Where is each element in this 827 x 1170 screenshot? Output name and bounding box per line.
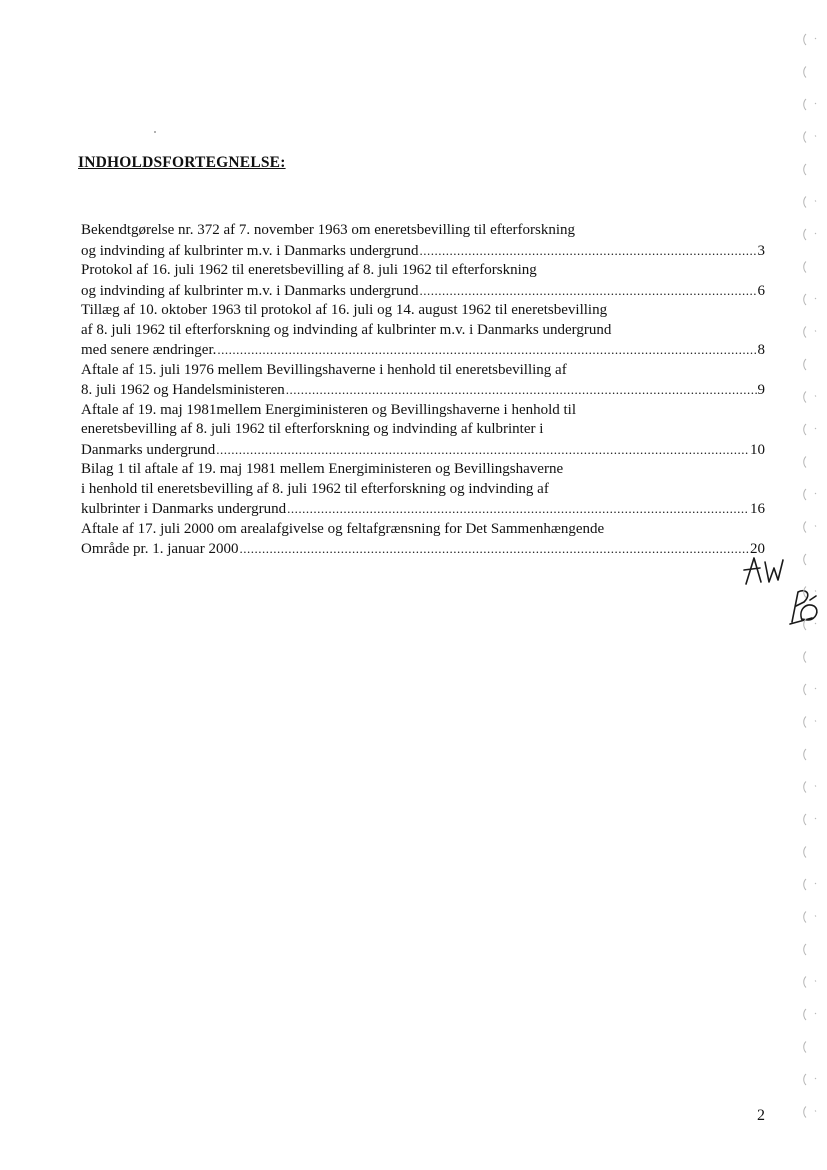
margin-mark [804,1107,806,1118]
margin-mark [804,684,806,695]
margin-speck [815,623,816,624]
toc-entry-text: i henhold til eneretsbevilling af 8. juli 1962 til efterforskning og indvinding af [81,480,549,497]
margin-mark [804,619,806,630]
margin-mark [804,229,806,240]
page-number: 2 [757,1107,765,1124]
margin-speck [815,883,816,884]
toc-entry-text: eneretsbevilling af 8. juli 1962 til efterforskning og indvinding af kulbrinter i [81,421,544,437]
scan-speck [154,131,156,133]
margin-speck [815,298,816,299]
margin-speck [815,331,816,332]
toc-page-number: 20 [750,541,765,557]
margin-mark [804,814,806,825]
margin-speck [815,1111,816,1112]
margin-speck [815,786,816,787]
margin-speck [815,721,816,722]
margin-mark [804,294,806,305]
margin-speck [815,428,816,429]
margin-speck [815,1078,816,1079]
toc-entry-text: 8. juli 1962 og Handelsministeren [81,382,285,398]
toc-entry[interactable] [81,520,765,560]
margin-speck [815,136,816,137]
margin-mark [804,1042,806,1053]
dot-leader [419,241,756,261]
dot-leader [216,440,749,460]
margin-mark [804,717,806,728]
margin-mark [804,262,806,273]
margin-mark [804,424,806,435]
toc-page-number: 6 [757,282,765,299]
toc-entry-text: med senere ændringer. [81,342,217,358]
margin-mark [804,67,806,78]
toc-entry-text: Tillæg af 10. oktober 1963 til protokol af 16. juli og 14. august 1962 til eneretsbevilling [81,302,608,318]
dot-leader [217,340,756,360]
margin-mark [804,749,806,760]
margin-mark [804,1074,806,1085]
margin-mark [804,197,806,208]
toc-entry[interactable] [81,261,765,301]
margin-speck [815,103,816,104]
margin-speck [815,981,816,982]
dot-leader [419,281,756,301]
toc-entry-text: Aftale af 17. juli 2000 om arealafgivelse og feltafgrænsning for Det Sammenhængende [81,520,605,537]
toc-entry[interactable] [81,460,765,520]
toc-entry-text: Område pr. 1. januar 2000 [81,541,239,557]
toc-entry-text: og indvinding af kulbrinter m.v. i Danmarks undergrund [81,242,419,259]
toc-entry-text: af 8. juli 1962 til efterforskning og indvinding af kulbrinter m.v. i Danmarks undergrund [81,321,612,338]
margin-speck [815,396,816,397]
margin-mark [804,944,806,955]
margin-mark [804,392,806,403]
toc-page-number: 16 [750,501,765,517]
margin-mark [804,782,806,793]
margin-mark [804,99,806,110]
margin-mark [804,164,806,175]
margin-mark [804,34,806,45]
margin-mark [804,1009,806,1020]
toc-entry[interactable] [81,301,765,361]
margin-mark [804,132,806,143]
margin-speck [815,233,816,234]
margin-mark [804,522,806,533]
toc-entry-text: Protokol af 16. juli 1962 til eneretsbevilling af 8. juli 1962 til efterforskning [81,262,537,278]
margin-speck [815,201,816,202]
toc-page-number: 3 [757,242,765,259]
table-of-contents [81,221,765,560]
margin-speck [815,1013,816,1014]
margin-speck [815,591,816,592]
toc-page-number: 8 [757,342,765,358]
margin-speck [815,493,816,494]
margin-speck [815,688,816,689]
toc-entry-text: Aftale af 15. juli 1976 mellem Bevillingshaverne i henhold til eneretsbevilling af [81,361,567,378]
margin-mark [804,554,806,565]
dot-leader [287,499,749,519]
toc-entry[interactable] [81,361,765,401]
margin-speck [815,916,816,917]
margin-speck [815,38,816,39]
scan-margin-marks [798,20,827,1170]
toc-entry[interactable] [81,221,765,261]
margin-mark [804,327,806,338]
toc-entry-text: og indvinding af kulbrinter m.v. i Danmarks undergrund [81,282,419,299]
margin-mark [804,847,806,858]
page-title: INDHOLDSFORTEGNELSE: [78,154,286,172]
margin-mark [804,489,806,500]
toc-entry-text: Danmarks undergrund [81,441,216,458]
toc-page-number: 10 [750,441,765,458]
margin-mark [804,587,806,598]
margin-mark [804,977,806,988]
toc-entry-text: Bilag 1 til aftale af 19. maj 1981 mellem Energiministeren og Bevillingshaverne [81,461,564,477]
toc-page-number: 9 [757,382,765,398]
margin-speck [815,526,816,527]
toc-entry-text: Bekendtgørelse nr. 372 af 7. november 1963 om eneretsbevilling til efterforskning [81,222,576,238]
toc-entry-text: Aftale af 19. maj 1981mellem Energiministeren og Bevillingshaverne i henhold til [81,401,577,418]
margin-mark [804,912,806,923]
margin-mark [804,359,806,370]
margin-mark [804,879,806,890]
dot-leader [286,380,757,400]
toc-entry[interactable] [81,401,765,461]
margin-speck [815,818,816,819]
toc-entry-text: kulbrinter i Danmarks undergrund [81,501,287,517]
margin-mark [804,457,806,468]
margin-mark [804,652,806,663]
dot-leader [239,539,749,559]
